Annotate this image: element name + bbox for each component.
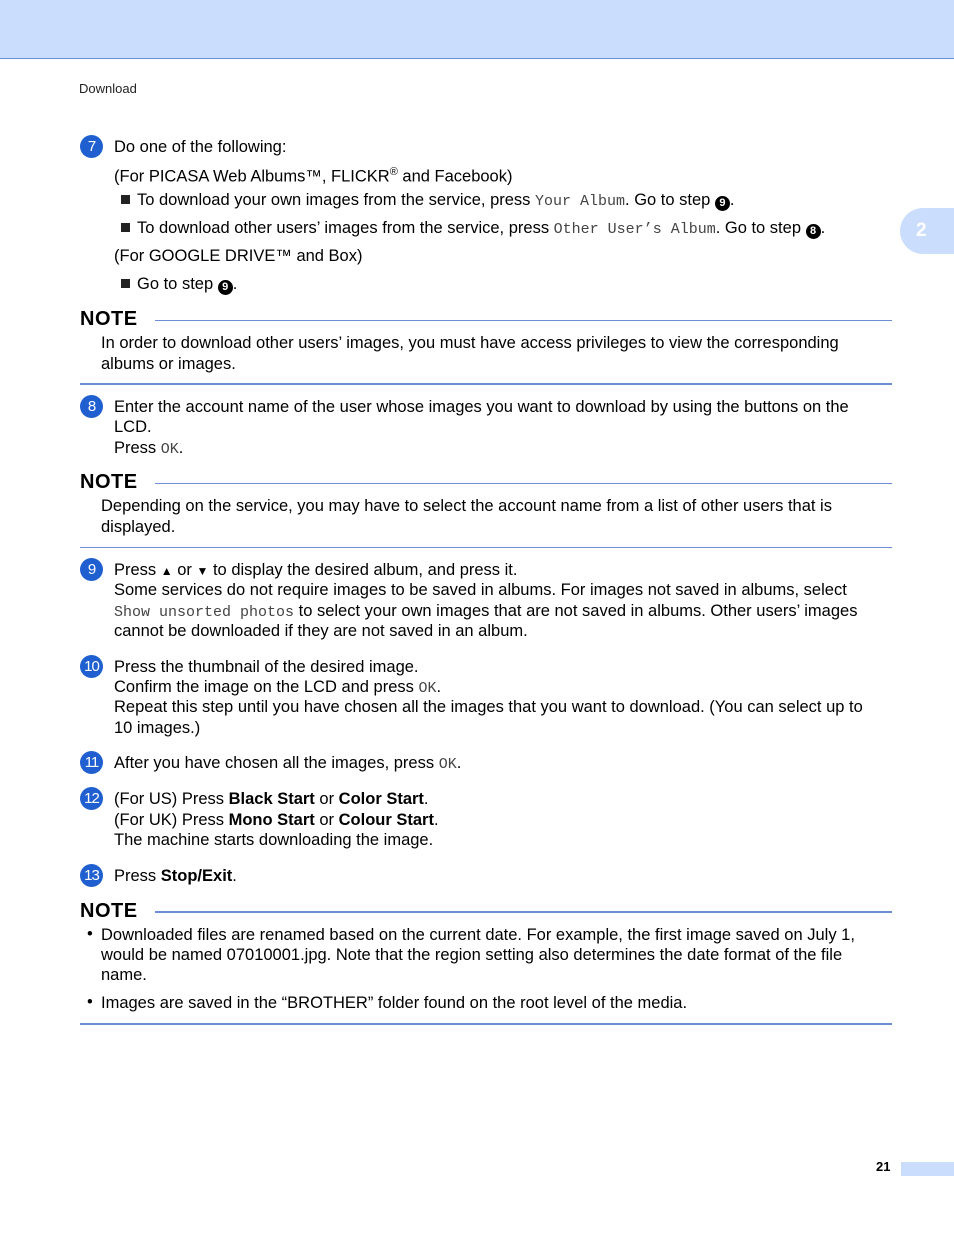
note-2-title: NOTE: [80, 471, 138, 493]
step-8-text-3: Press OK.: [114, 439, 184, 458]
step-10-text-1: Press the thumbnail of the desired image.: [114, 658, 419, 676]
step-9-badge: 9: [80, 558, 103, 581]
step-9-text-3: Show unsorted photos to select your own images that are not saved in albums. Other users’ images: [114, 602, 858, 621]
section-label: Download: [79, 81, 137, 96]
step-10-text-3: Repeat this step until you have chosen all the images that you want to download. (You can select up to: [114, 698, 863, 716]
step-13-text: Press Stop/Exit.: [114, 867, 237, 885]
square-bullet-icon: [121, 279, 130, 288]
page-number: 21: [876, 1159, 891, 1174]
step-12-uk: (For UK) Press Mono Start or Colour Start.: [114, 811, 439, 829]
step-8-text-2: LCD.: [114, 418, 152, 436]
step-9-text-4: cannot be downloaded if they are not saved in an album.: [114, 622, 528, 640]
step-8-badge: 8: [80, 395, 103, 418]
square-bullet-icon: [121, 223, 130, 232]
page-footer-bar: [901, 1162, 954, 1176]
note-1-text-1: In order to download other users’ images, you must have access privileges to view the corresponding: [101, 334, 839, 352]
step-ref-icon: 8: [806, 224, 821, 239]
step-11-badge: 11: [80, 751, 103, 774]
step-7-option-others: To download other users’ images from the service, press Other User’s Album. Go to step 8 .: [121, 218, 825, 240]
note-3-b1-text-2: would be named 07010001.jpg. Note that the region setting also determines the date format of the file: [101, 946, 843, 964]
note-3-bottom-rule: [80, 1023, 892, 1025]
note-3-b2-text: Images are saved in the “BROTHER” folder found on the root level of the media.: [101, 994, 688, 1012]
note-3-b1-text-1: Downloaded files are renamed based on the current date. For example, the first image saved on July 1,: [101, 926, 855, 944]
note-2-rule: [155, 483, 892, 484]
step-7-option-own: To download your own images from the service, press Your Album. Go to step 9 .: [121, 190, 735, 212]
step-8-text-1: Enter the account name of the user whose images you want to download by using the buttons on the: [114, 398, 849, 416]
step-7-badge: 7: [80, 135, 103, 158]
note-1-bottom-rule: [80, 383, 892, 385]
down-arrow-icon: ▼: [196, 564, 209, 578]
step-9-text-2: Some services do not require images to be saved in albums. For images not saved in albums, select: [114, 581, 847, 599]
step-ref-icon: 9: [218, 280, 233, 295]
step-7-google-heading: (For GOOGLE DRIVE™ and Box): [114, 247, 363, 265]
note-3-title: NOTE: [80, 900, 138, 922]
step-12-us: (For US) Press Black Start or Color Start.: [114, 790, 429, 808]
step-10-text-4: 10 images.): [114, 719, 201, 737]
step-13-badge: 13: [80, 864, 103, 887]
note-2-bottom-rule: [80, 547, 892, 548]
note-2-text-2: displayed.: [101, 518, 176, 536]
step-12-text-3: The machine starts downloading the image.: [114, 831, 434, 849]
step-7-option-google: Go to step 9 .: [121, 274, 237, 295]
bullet-icon: •: [87, 925, 93, 943]
step-ref-icon: 9: [715, 196, 730, 211]
chapter-tab: 2: [900, 208, 954, 254]
note-2-text-1: Depending on the service, you may have to select the account name from a list of other users that is: [101, 497, 832, 515]
up-arrow-icon: ▲: [160, 564, 173, 578]
step-11-text: After you have chosen all the images, press OK.: [114, 754, 462, 773]
note-1-rule: [155, 320, 892, 321]
step-10-text-2: Confirm the image on the LCD and press OK.: [114, 678, 442, 697]
page-header-bar: [0, 0, 954, 59]
step-10-badge: 10: [80, 655, 103, 678]
note-1-text-2: albums or images.: [101, 355, 236, 373]
step-7-picasa-heading: (For PICASA Web Albums™, FLICKR® and Facebook): [114, 166, 513, 186]
step-12-badge: 12: [80, 787, 103, 810]
step-7-intro: Do one of the following:: [114, 138, 287, 156]
step-9-text-1: Press ▲ or ▼ to display the desired album, and press it.: [114, 561, 518, 579]
note-3-b1-text-3: name.: [101, 966, 147, 984]
note-3-rule: [155, 911, 892, 913]
note-1-title: NOTE: [80, 308, 138, 330]
bullet-icon: •: [87, 993, 93, 1011]
square-bullet-icon: [121, 195, 130, 204]
